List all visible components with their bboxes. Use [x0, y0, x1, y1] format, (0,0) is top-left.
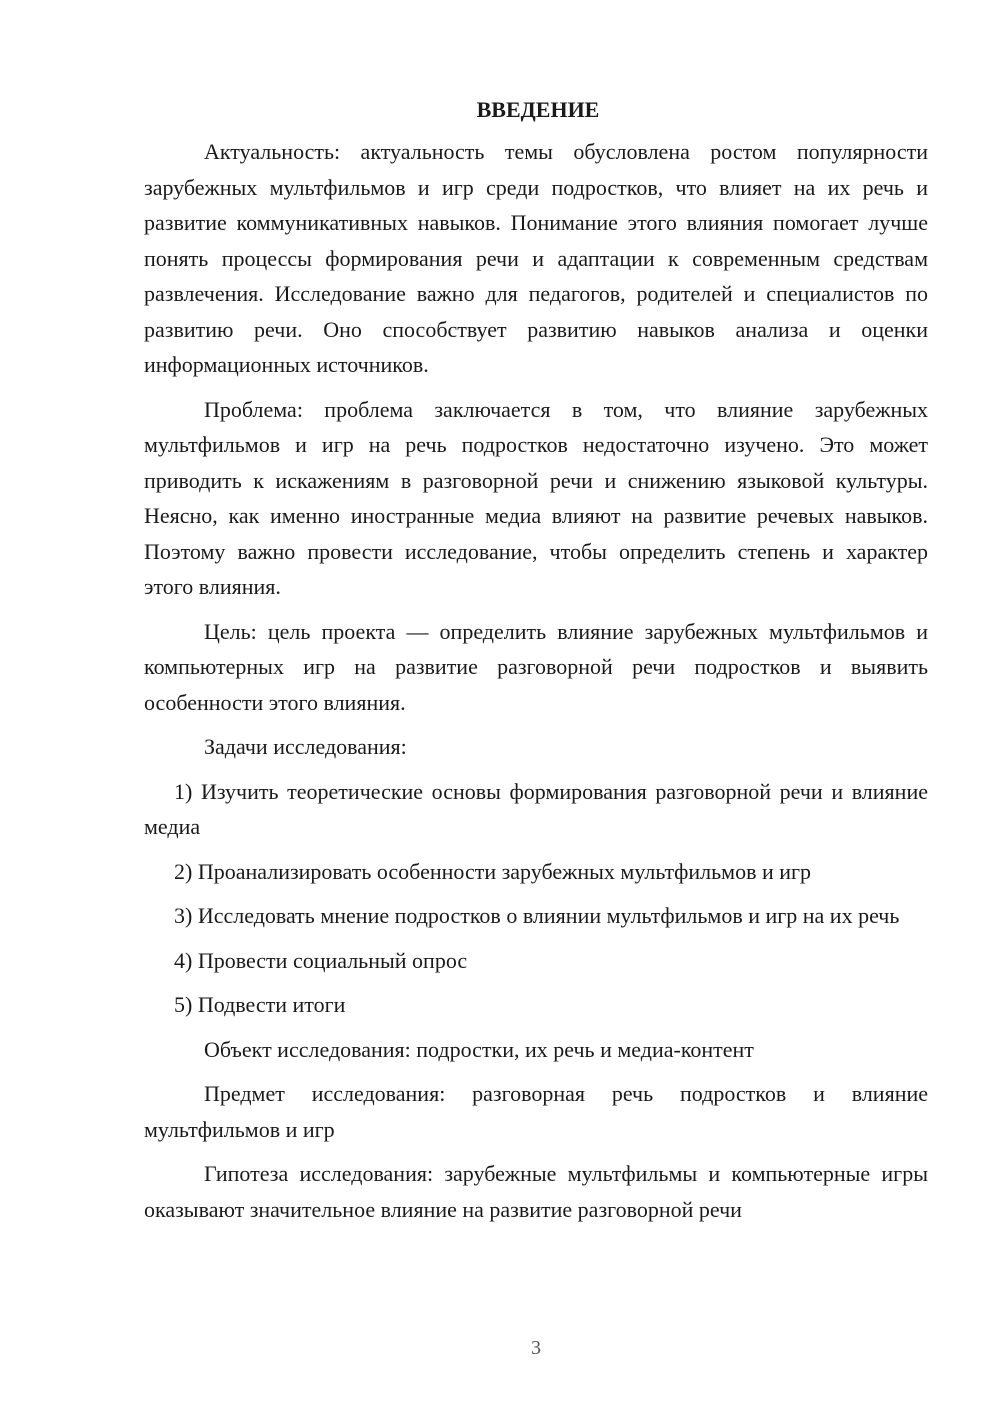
document-body — [144, 92, 928, 1236]
paragraph-relevance: Актуальность: актуальность темы обусловлена ростом популярности зарубежных мультфильмов и игр среди подростков, что влияет на их речь и развитие коммуникативных навыков. Понимание этого влияния помогает лучше понять процессы формирования речи и адаптации к современным средствам развлечения. Исследование важно для педагогов, родителей и специалистов по развитию речи. Оно способствует развитию навыков анализа и оценки информационных источников. — [144, 139, 928, 377]
paragraph-problem: Проблема: проблема заключается в том, что влияние зарубежных мультфильмов и игр на речь подростков недостаточно изучено. Это может приводить к искажениям в разговорной речи и снижению языковой культуры. Неясно, как именно иностранные медиа влияют на развитие речевых навыков. Поэтому важно провести исследование, чтобы определить степень и характер этого влияния. — [144, 396, 928, 599]
task-item: 4) Провести социальный опрос — [174, 947, 468, 973]
paragraph-goal: Цель: цель проекта — определить влияние зарубежных мультфильмов и компьютерных игр на развитие разговорной речи подростков и выявить особенности этого влияния. — [144, 618, 928, 715]
task-item: 3) Исследовать мнение подростков о влиянии мультфильмов и игр на их речь — [174, 903, 900, 928]
task-item: 1) Изучить теоретические основы формирования разговорной речи и влияние медиа — [144, 778, 928, 839]
paragraph-object: Объект исследования: подростки, их речь и медиа-контент — [204, 1036, 754, 1062]
tasks-heading: Задачи исследования: — [204, 734, 407, 759]
page-number: 3 — [531, 1337, 541, 1359]
section-title: ВВЕДЕНИЕ — [476, 97, 600, 122]
paragraph-hypothesis: Гипотеза исследования: зарубежные мультфильмы и компьютерные игры оказывают значительное влияние на развитие разговорной речи — [144, 1161, 928, 1222]
task-item: 2) Проанализировать особенности зарубежных мультфильмов и игр — [174, 858, 812, 884]
task-list — [144, 774, 928, 1023]
paragraph-subject: Предмет исследования: разговорная речь подростков и влияние мультфильмов и игр — [144, 1081, 928, 1142]
task-item: 5) Подвести итоги — [174, 992, 346, 1017]
